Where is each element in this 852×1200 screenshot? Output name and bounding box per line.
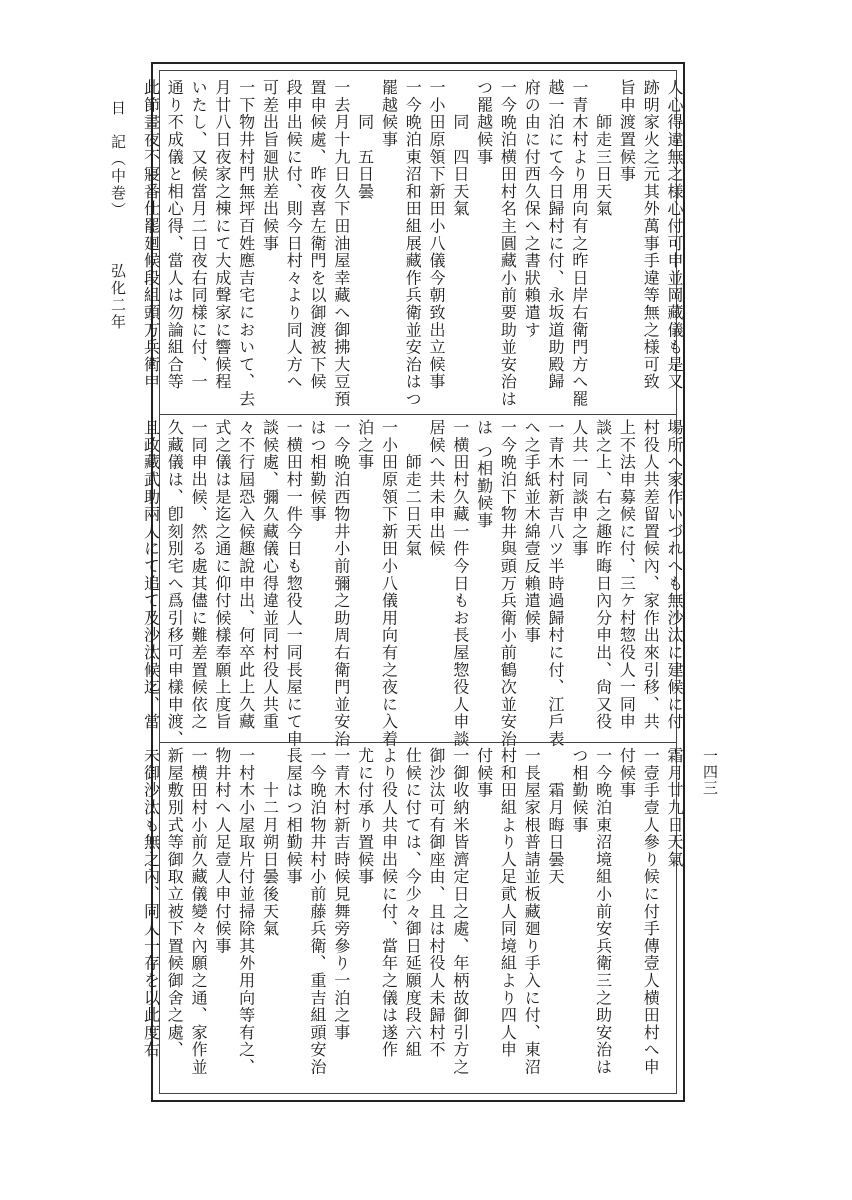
text-line: 同 五日曇 [355, 79, 375, 201]
text-line: 一小田原領下新田小八儀用向有之夜に入着 [379, 419, 399, 748]
text-line: 場所へ家作いづれへも無沙汰に建候に付 [665, 419, 684, 731]
text-line: 村和田組より人足貮人同境組より四人申 [498, 747, 518, 1059]
text-band-bottom [141, 747, 686, 1097]
text-line: 霜月廿九日天氣 [665, 747, 684, 869]
text-line: 一下物井村門無坪百姓應吉宅において、去 [236, 79, 256, 408]
text-line: 此節晝夜不寢番仕罷廻候段組頭万兵衛申 [141, 79, 161, 391]
text-line: 物井村へ人足壹人申付候事 [212, 747, 232, 955]
text-line: 一青木村より用向有之昨日岸右衛門方へ罷 [569, 79, 589, 408]
text-line: 上不法申募候に付、三ケ村惣役人一同申 [617, 419, 637, 731]
text-line: つ相勤候事 [569, 747, 589, 834]
running-head [108, 100, 129, 700]
text-line: 通り不成儀と相心得、當人は勿論組合等 [165, 79, 185, 391]
text-line: 月廿八日夜家之棟にて大成聲家に響候程 [212, 79, 232, 391]
text-line: 一壹手壹人參り候に付手傳壹人横田村へ申 [641, 747, 661, 1076]
text-line: 師走三日天氣 [593, 79, 613, 218]
text-line: 新屋敷別式等御取立被下置候御舍之處、 [165, 747, 185, 1059]
text-line: 一同申出候、然る處其儘に難差置候依之 [189, 419, 209, 731]
text-line: 未御沙汰も無之內、同人一存を以此度右 [141, 747, 161, 1059]
text-line: 泊之事 [355, 419, 375, 471]
text-line: 可差出旨廻狀差出候事 [260, 79, 280, 252]
text-line: より役人共申出候に付、當年之儀は遂作 [379, 747, 399, 1059]
text-line: 仕候に付ては、今少々御日延願度段六組 [403, 747, 423, 1059]
text-line: 一今晩泊物井村小前藤兵衛、重吉組頭安治 [308, 747, 328, 1076]
page-number: 一四三 [701, 748, 719, 796]
text-line: 越一泊にて今日歸村に付、永坂道助殿歸 [546, 79, 566, 391]
text-line: 式之儀は是迄之通に仰付候樣奉願上度旨 [212, 419, 232, 731]
text-line: 府の由に付西久保へ之書狀賴遣す [522, 79, 542, 339]
text-line: 居候へ共未申出候 [427, 419, 447, 558]
text-line: 一村木小屋取片付並掃除其外用向等有之、 [236, 747, 256, 1076]
text-line: 一今晩泊東沼境組小前安兵衛三之助安治は [593, 747, 613, 1076]
text-line: つ罷越候事 [474, 79, 494, 166]
running-head-era: 弘化二年 [109, 262, 127, 331]
text-line: 十二月朔日曇後天氣 [260, 747, 280, 938]
text-line: 置申候處、昨夜喜左衛門を以御渡被下候 [308, 79, 328, 391]
text-line: 一去月十九日久下田油屋幸藏へ御拂大豆預 [331, 79, 351, 408]
text-line: 師走二日天氣 [403, 419, 423, 558]
text-line: 同 四日天氣 [450, 79, 470, 218]
text-line: 久藏儀は、卽刻別宅へ爲引移可申樣申渡、 [165, 419, 185, 748]
text-frame-inner [141, 70, 684, 1094]
band-divider [160, 742, 676, 743]
text-line: 一今晩泊下物井與頭万兵衛小前鶴次並安治 [498, 419, 518, 748]
text-line: 霜月晦日曇天 [546, 747, 566, 886]
text-line: 旨申渡置候事 [617, 79, 637, 183]
band-divider [160, 414, 676, 415]
text-line: 一横田村一件今日も惣役人一同長屋にて申 [284, 419, 304, 748]
text-band-middle [141, 419, 686, 748]
text-line: 一青木村新吉八ツ半時過歸村に付、江戶表 [546, 419, 566, 748]
text-line: いたし、又候當月二日夜右同樣に付、一 [189, 79, 209, 391]
text-line: 罷越候事 [379, 79, 399, 149]
text-frame [141, 62, 685, 1102]
text-line: 且政藏武助兩人にて追て及沙汰候迄、當 [141, 419, 161, 731]
text-line: 一今晩泊横田村名主圓藏小前要助並安治は [498, 79, 518, 408]
text-line: 村役人共差留置候內、家作出來引移、共 [641, 419, 661, 731]
text-line: 一青木村新吉時候見舞旁參り一泊之事 [331, 747, 351, 1042]
text-line: 段申出候に付、則今日村々より同人方へ [284, 79, 304, 391]
text-line: 一長屋家根普請並板藏廻り手入に付、東沼 [522, 747, 542, 1076]
text-line: 一御收納米皆濟定日之處、年柄故御引方之 [450, 747, 470, 1076]
text-line: 談候處、彌久藏儀心得違並同村役人共重 [260, 419, 280, 731]
text-line: 々不行屆恐入候趣說申出、何卒此上久藏 [236, 419, 256, 731]
text-line: 御沙汰可有御座由、且は村役人未歸村不 [427, 747, 447, 1059]
text-line: 人共一同談申之事 [569, 419, 589, 558]
text-line: 付候事 [617, 747, 637, 799]
running-head-title: 日 記（中巻） [109, 100, 127, 219]
text-line: へ之手紙並木綿壹反賴遣候事 [522, 419, 542, 644]
text-line: 長屋はつ相勤候事 [284, 747, 304, 886]
text-line: 一今晩泊西物井小前彌之助周右衛門並安治 [331, 419, 351, 748]
text-line: 付候事 [474, 747, 494, 799]
text-line: 一今晩泊東沼和田組展藏作兵衛並安治はつ [403, 79, 423, 408]
text-line: はつ相勤候事 [308, 419, 328, 523]
text-line: 人心得違無之様心付可申並岡藏儀も是又 [665, 79, 684, 391]
text-line: 談之上、右之趣昨晦日內分申出、尙又役 [593, 419, 613, 731]
text-line: 跡明家火之元其外萬事手違等無之様可致 [641, 79, 661, 391]
text-line: 一横田村小前久藏儀變々內願之通、家作並 [189, 747, 209, 1076]
text-line: は つ相勤候事 [474, 419, 494, 530]
text-line: 尤に付承り置候事 [355, 747, 375, 886]
text-line: 一小田原領下新田小八儀今朝致出立候事 [427, 79, 447, 391]
text-line: 一横田村久藏一件今日もお長屋惣役人申談 [450, 419, 470, 748]
text-band-top [141, 79, 686, 411]
